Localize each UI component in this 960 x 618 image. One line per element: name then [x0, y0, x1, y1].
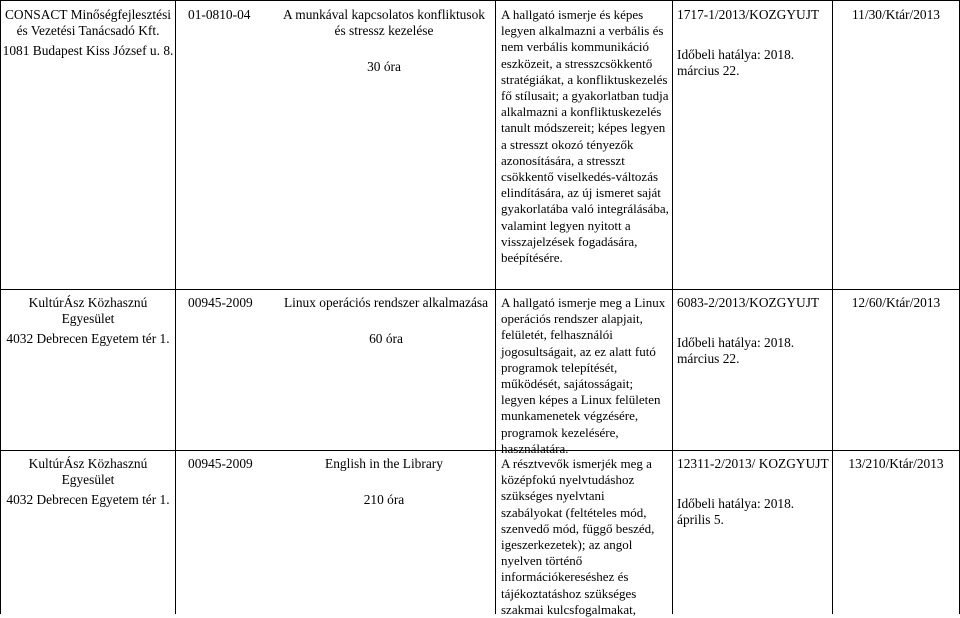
license-number: 12311-2/2013/ KOZGYUJT: [677, 456, 829, 471]
license-cell: [677, 456, 829, 529]
org-address: 1081 Budapest Kiss József u. 8.: [2, 43, 174, 59]
course-hours: 60 óra: [369, 331, 403, 347]
register-number: 12/60/Ktár/2013: [851, 295, 941, 310]
course-description: A hallgató ismerje és képes legyen alkalmazni a verbális és nem verbális kommunikáció eszközeit, a stresszcsökkentő stratégiákat, a konfliktuskezelés fő stílusait; a gyakorlatban tudja alkalmazni a konfliktuskezelés tanult módszereit; képes legyen a stresszt okozó tényezők azonosítására, a stresszt csökkentő viselkedés-változás elindítására, az új ismeret saját gyakorlatába való integrálásába, valamint legyen nyitott a visszajelzések fogadására, beépítésére.: [501, 7, 669, 266]
table-border-left: [0, 0, 1, 614]
license-validity: Időbeli hatálya: 2018. március 22.: [677, 335, 795, 367]
program-id: 00945-2009: [188, 295, 253, 310]
license-number: 6083-2/2013/KOZGYUJT: [677, 295, 820, 310]
course-cell: [276, 7, 492, 76]
license-cell: [677, 7, 829, 80]
course-hours: 30 óra: [367, 59, 401, 75]
license-validity: Időbeli hatálya: 2018. április 5.: [677, 496, 795, 528]
program-id: 00945-2009: [188, 456, 253, 471]
register-number: 13/210/Ktár/2013: [848, 456, 944, 471]
course-description: A résztvevők ismerjék meg a középfokú nyelvtudáshoz szükséges nyelvtani szabályokat (feltételes mód, szenvedő mód, függő beszéd, igeszerkezetek); az angol nyelven történő információkereséshez és tájékoztatáshoz szükséges szakmai kulcsfogalmakat,: [501, 456, 655, 617]
org-address: 4032 Debrecen Egyetem tér 1.: [6, 492, 170, 508]
course-hours: 210 óra: [363, 492, 405, 508]
row-divider: [0, 450, 960, 451]
org-name: KultúrÁsz Közhasznú Egyesület: [28, 456, 148, 488]
org-cell: [2, 456, 174, 509]
org-name: CONSACT Minőségfejlesztési és Vezetési Tanácsadó Kft.: [4, 7, 171, 39]
register-number: 11/30/Ktár/2013: [851, 7, 941, 22]
course-cell: [276, 295, 496, 347]
org-cell: [2, 295, 174, 348]
course-title: English in the Library: [325, 456, 443, 471]
program-id: 01-0810-04: [188, 7, 251, 22]
org-name: KultúrÁsz Közhasznú Egyesület: [28, 295, 148, 327]
table-border-top: [0, 0, 960, 1]
license-number: 1717-1/2013/KOZGYUJT: [677, 7, 820, 22]
row-divider: [0, 289, 960, 290]
license-cell: [677, 295, 829, 368]
course-description: A hallgató ismerje meg a Linux operációs rendszer alapjait, felületét, felhasználói jogosultságait, az ez alatt futó programok telepítését, működését, sajátosságait; legyen képes a Linux felületen munkamenetek végzésére, programok kezelésére, használatára.: [501, 295, 666, 456]
column-divider: [832, 0, 833, 614]
org-cell: [2, 7, 174, 60]
course-cell: [276, 456, 492, 508]
license-validity: Időbeli hatálya: 2018. március 22.: [677, 47, 795, 79]
column-divider: [175, 0, 176, 614]
course-title: Linux operációs rendszer alkalmazása: [283, 295, 489, 310]
org-address: 4032 Debrecen Egyetem tér 1.: [6, 331, 170, 347]
course-title: A munkával kapcsolatos konfliktusok és stressz kezelése: [283, 7, 485, 39]
column-divider: [672, 0, 673, 614]
